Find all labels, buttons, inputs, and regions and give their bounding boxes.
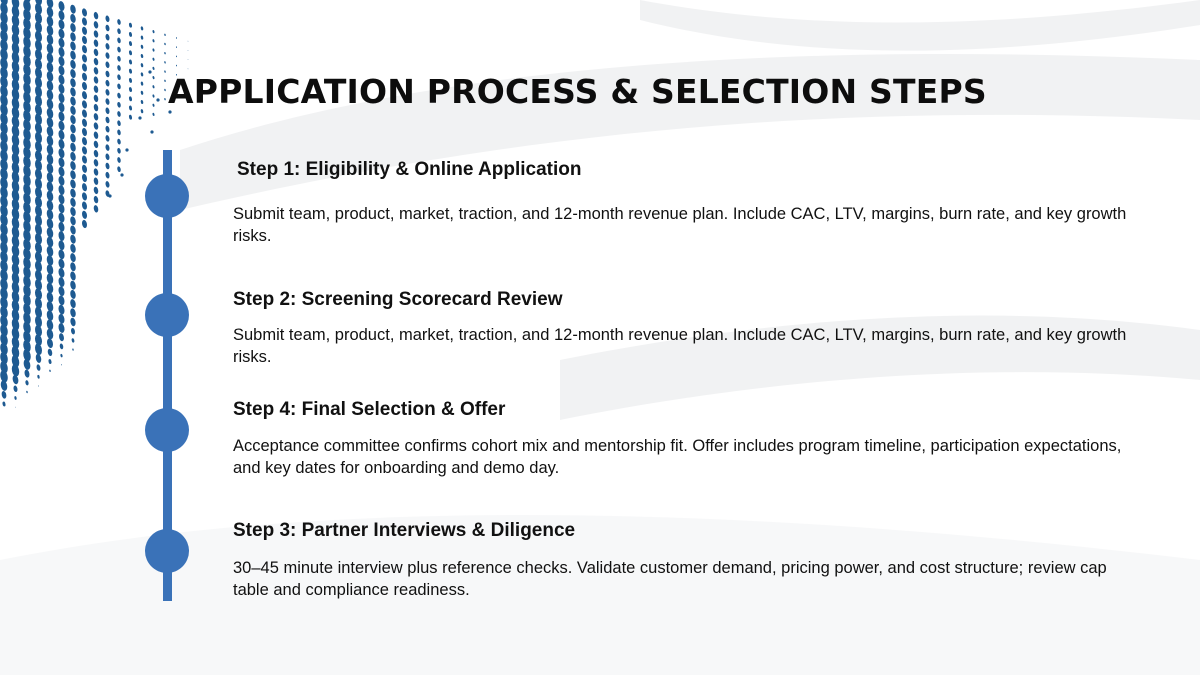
halftone-dot: [152, 76, 155, 80]
halftone-dot: [105, 144, 110, 151]
halftone-dot: [58, 240, 66, 251]
halftone-dot: [129, 32, 133, 37]
halftone-dot: [129, 87, 133, 92]
halftone-dot: [25, 380, 29, 386]
halftone-dot: [72, 348, 74, 351]
halftone-dot: [129, 41, 133, 46]
halftone-dot: [69, 161, 76, 171]
halftone-dot: [105, 52, 110, 59]
halftone-dot: [81, 109, 87, 118]
halftone-dot: [117, 65, 121, 71]
halftone-dot: [58, 37, 66, 48]
halftone-dot: [140, 72, 143, 77]
halftone-dot: [81, 210, 87, 219]
halftone-dot: [81, 155, 87, 164]
halftone-dot: [117, 102, 121, 108]
halftone-dot: [58, 323, 66, 334]
halftone-dot: [120, 173, 123, 176]
halftone-dot: [93, 186, 99, 194]
halftone-dot: [2, 401, 6, 406]
halftone-dot: [58, 175, 66, 186]
halftone-dot: [93, 76, 99, 84]
halftone-dot: [69, 96, 76, 106]
halftone-dot: [117, 28, 121, 34]
halftone-dot: [58, 83, 66, 94]
halftone-dot: [15, 407, 16, 408]
halftone-dot: [81, 100, 87, 109]
halftone-dot: [69, 197, 76, 207]
halftone-dot: [81, 54, 87, 63]
halftone-dot: [69, 4, 76, 14]
halftone-dot: [93, 21, 99, 29]
halftone-dot: [58, 93, 66, 104]
halftone-dot: [117, 138, 121, 144]
halftone-dot: [81, 72, 87, 81]
step-1-description: Submit team, product, market, traction, and 12-month revenue plan. Include CAC, LTV, margins, burn rate, and key growth risks.: [233, 205, 1127, 245]
halftone-dot: [129, 114, 133, 119]
halftone-dot: [58, 148, 66, 159]
halftone-dot: [58, 313, 66, 324]
halftone-dot: [129, 96, 133, 101]
step-3-title: Step 3: Partner Interviews & Diligence: [233, 520, 576, 541]
halftone-dot: [81, 91, 87, 100]
halftone-dot: [60, 354, 63, 358]
halftone-dot: [140, 54, 143, 59]
halftone-dot: [69, 32, 76, 42]
halftone-dot: [59, 343, 64, 349]
halftone-dot: [58, 277, 66, 288]
halftone-dot: [93, 140, 99, 148]
halftone-dot: [105, 172, 110, 179]
halftone-dot: [93, 67, 99, 75]
halftone-dot: [58, 333, 64, 342]
halftone-dot: [58, 231, 66, 242]
halftone-dot: [105, 43, 110, 50]
halftone-dot: [152, 57, 155, 61]
halftone-dot: [23, 358, 32, 370]
halftone-dot: [152, 67, 155, 71]
halftone-dot: [93, 150, 99, 158]
halftone-dot: [69, 289, 76, 299]
halftone-dot: [164, 98, 166, 101]
halftone-dot: [140, 109, 143, 114]
halftone-dot: [81, 8, 87, 17]
halftone-dot: [69, 59, 76, 69]
halftone-dot: [176, 46, 177, 48]
halftone-dot: [58, 166, 66, 177]
halftone-dot: [58, 185, 66, 196]
halftone-dot: [34, 343, 43, 356]
halftone-dot: [93, 168, 99, 176]
halftone-dot: [46, 338, 54, 349]
halftone-dot: [150, 130, 153, 133]
halftone-dot: [69, 105, 76, 115]
halftone-dot: [81, 164, 87, 173]
halftone-dot: [81, 63, 87, 72]
halftone-dot: [188, 68, 189, 69]
halftone-dot: [164, 61, 166, 64]
halftone-dot: [1, 391, 7, 400]
halftone-dot: [140, 35, 143, 40]
halftone-dot: [117, 37, 121, 43]
halftone-dot: [156, 98, 159, 101]
halftone-dot: [58, 111, 66, 122]
halftone-dot: [81, 17, 87, 26]
halftone-dot: [105, 181, 110, 188]
halftone-dot: [47, 348, 53, 356]
halftone-dot: [176, 55, 177, 57]
halftone-dot: [58, 212, 66, 223]
halftone-dot: [93, 205, 99, 213]
halftone-dot: [140, 100, 143, 105]
halftone-dot: [58, 249, 66, 260]
halftone-dot: [81, 81, 87, 90]
halftone-dot: [117, 166, 121, 172]
halftone-dot: [35, 353, 42, 363]
halftone-dot: [58, 47, 66, 58]
halftone-dot: [69, 234, 76, 244]
halftone-dot: [81, 201, 87, 210]
halftone-dot: [69, 299, 76, 309]
halftone-dot: [129, 59, 133, 64]
halftone-dot: [140, 63, 143, 68]
halftone-dot: [69, 216, 76, 226]
halftone-dot: [140, 26, 143, 31]
halftone-dot: [117, 129, 121, 135]
halftone-dot: [58, 74, 66, 85]
halftone-dot: [81, 219, 87, 228]
page-title: APPLICATION PROCESS & SELECTION STEPS: [168, 72, 987, 111]
timeline-node-4: [145, 529, 189, 573]
halftone-dot: [164, 33, 166, 36]
halftone-dot: [188, 50, 189, 51]
halftone-dot: [58, 139, 66, 150]
halftone-dot: [138, 116, 141, 119]
halftone-dot: [69, 253, 76, 263]
halftone-dot: [188, 41, 189, 42]
halftone-dot: [58, 19, 66, 30]
halftone-dot: [81, 192, 87, 201]
halftone-dot: [93, 196, 99, 204]
halftone-dot: [36, 364, 41, 371]
halftone-dot: [93, 94, 99, 102]
halftone-dot: [81, 173, 87, 182]
halftone-dot: [93, 39, 99, 47]
step-4-title: Step 4: Final Selection & Offer: [233, 399, 506, 420]
halftone-dot: [105, 89, 110, 96]
halftone-dot: [81, 35, 87, 44]
halftone-dot: [117, 46, 121, 52]
step-3-description: 30–45 minute interview plus reference checks. Validate customer demand, pricing power, and cost structure; review cap table and compliance readiness.: [233, 559, 1107, 599]
halftone-dot: [58, 65, 66, 76]
halftone-dot: [69, 280, 76, 290]
halftone-dot: [70, 328, 75, 335]
halftone-dot: [58, 295, 66, 306]
halftone-dot: [69, 308, 76, 318]
halftone-dot: [38, 385, 39, 386]
halftone-dot: [93, 122, 99, 130]
halftone-dot: [58, 157, 66, 168]
halftone-dot: [26, 391, 28, 394]
halftone-dot: [69, 179, 76, 189]
halftone-dot: [93, 104, 99, 112]
halftone-dot: [129, 78, 133, 83]
halftone-dot: [117, 92, 121, 98]
timeline-node-3: [145, 408, 189, 452]
halftone-dot: [69, 41, 76, 51]
halftone-dot: [93, 48, 99, 56]
halftone-dot: [105, 116, 110, 123]
halftone-dot: [164, 70, 166, 73]
halftone-dot: [58, 267, 66, 278]
halftone-dot: [81, 118, 87, 127]
halftone-dot: [105, 126, 110, 133]
halftone-dot: [105, 70, 110, 77]
halftone-dot: [108, 194, 111, 197]
halftone-dot: [117, 56, 121, 62]
halftone-dot: [70, 317, 77, 326]
halftone-dot: [81, 26, 87, 35]
halftone-dot: [69, 133, 76, 143]
halftone-dot: [81, 127, 87, 136]
halftone-dot: [117, 120, 121, 126]
halftone-dot: [93, 177, 99, 185]
halftone-dot: [164, 79, 166, 82]
halftone-dot: [69, 87, 76, 97]
halftone-dot: [152, 39, 155, 43]
halftone-dot: [105, 24, 110, 31]
halftone-dot: [117, 111, 121, 117]
halftone-dot: [69, 207, 76, 217]
halftone-dot: [152, 48, 155, 52]
halftone-dot: [93, 85, 99, 93]
halftone-dot: [164, 43, 166, 46]
halftone-dot: [58, 1, 66, 12]
halftone-dot: [49, 369, 51, 372]
halftone-dot: [129, 68, 133, 73]
halftone-dot: [105, 153, 110, 160]
halftone-dot: [24, 369, 30, 378]
halftone-dot: [152, 85, 155, 89]
halftone-dot: [69, 78, 76, 88]
step-1-title: Step 1: Eligibility & Online Application: [237, 159, 582, 180]
halftone-dot: [117, 83, 121, 89]
step-4-description: Acceptance committee confirms cohort mix and mentorship fit. Offer includes program timeline, participation expectations, and key dates for onboarding and demo day.: [233, 437, 1122, 477]
halftone-dot: [69, 243, 76, 253]
halftone-dot: [93, 113, 99, 121]
halftone-dot: [105, 34, 110, 41]
halftone-dot: [152, 30, 155, 34]
halftone-dot: [58, 56, 66, 67]
halftone-dot: [117, 74, 121, 80]
halftone-dot: [164, 52, 166, 55]
halftone-dot: [152, 94, 155, 98]
halftone-dot: [93, 131, 99, 139]
halftone-dot: [69, 151, 76, 161]
step-2-title: Step 2: Screening Scorecard Review: [233, 289, 563, 310]
halftone-dot: [93, 12, 99, 20]
halftone-dot: [69, 225, 76, 235]
halftone-dot: [81, 45, 87, 54]
halftone-dot: [69, 142, 76, 152]
halftone-dot: [58, 194, 66, 205]
halftone-dot: [125, 148, 128, 151]
halftone-dot: [58, 120, 66, 131]
halftone-dot: [188, 59, 189, 60]
halftone-dot: [69, 170, 76, 180]
halftone-dot: [105, 107, 110, 114]
halftone-dot: [48, 359, 52, 364]
halftone-dot: [69, 124, 76, 134]
halftone-dot: [152, 103, 155, 107]
halftone-dot: [152, 113, 155, 117]
halftone-dot: [140, 45, 143, 50]
halftone-dot: [0, 380, 8, 392]
halftone-dot: [105, 61, 110, 68]
halftone-dot: [12, 374, 19, 384]
halftone-dot: [176, 37, 177, 39]
halftone-dot: [13, 385, 18, 392]
halftone-dot: [14, 396, 17, 400]
halftone-dot: [69, 115, 76, 125]
halftone-dot: [58, 304, 66, 315]
halftone-dot: [117, 19, 121, 25]
halftone-dot: [71, 338, 74, 343]
halftone-dot: [129, 50, 133, 55]
halftone-dot: [148, 70, 151, 73]
halftone-dot: [129, 105, 133, 110]
halftone-dot: [58, 129, 66, 140]
halftone-dot: [140, 91, 143, 96]
halftone-dot: [93, 159, 99, 167]
halftone-dot: [61, 364, 62, 365]
halftone-dot: [37, 375, 40, 379]
halftone-dot: [69, 13, 76, 23]
halftone-dot: [69, 50, 76, 60]
halftone-dot: [69, 23, 76, 33]
halftone-dot: [117, 148, 121, 154]
halftone-dot: [58, 203, 66, 214]
halftone-dot: [105, 15, 110, 22]
halftone-dot: [81, 183, 87, 192]
halftone-dot: [69, 69, 76, 79]
halftone-dot: [81, 137, 87, 146]
halftone-dot: [93, 58, 99, 66]
halftone-dot: [176, 65, 177, 67]
halftone-dot: [58, 10, 66, 21]
halftone-dot: [129, 22, 133, 27]
timeline-node-2: [145, 293, 189, 337]
halftone-dot: [105, 135, 110, 142]
halftone-dot: [140, 81, 143, 86]
step-2-description: Submit team, product, market, traction, and 12-month revenue plan. Include CAC, LTV, margins, burn rate, and key growth risks.: [233, 326, 1127, 366]
halftone-dot: [117, 157, 121, 163]
halftone-dot: [164, 89, 166, 92]
halftone-dot: [69, 262, 76, 272]
halftone-dot: [58, 286, 66, 297]
halftone-dot: [105, 80, 110, 87]
halftone-dot: [93, 30, 99, 38]
halftone-dot: [58, 258, 66, 269]
halftone-dot: [58, 221, 66, 232]
halftone-dot: [58, 28, 66, 39]
halftone-dot: [105, 98, 110, 105]
halftone-dot: [69, 188, 76, 198]
halftone-dot: [46, 328, 54, 340]
halftone-dot: [81, 146, 87, 155]
halftone-dot: [58, 102, 66, 113]
halftone-dot: [69, 271, 76, 281]
halftone-dot: [105, 162, 110, 169]
timeline-node-1: [145, 174, 189, 218]
